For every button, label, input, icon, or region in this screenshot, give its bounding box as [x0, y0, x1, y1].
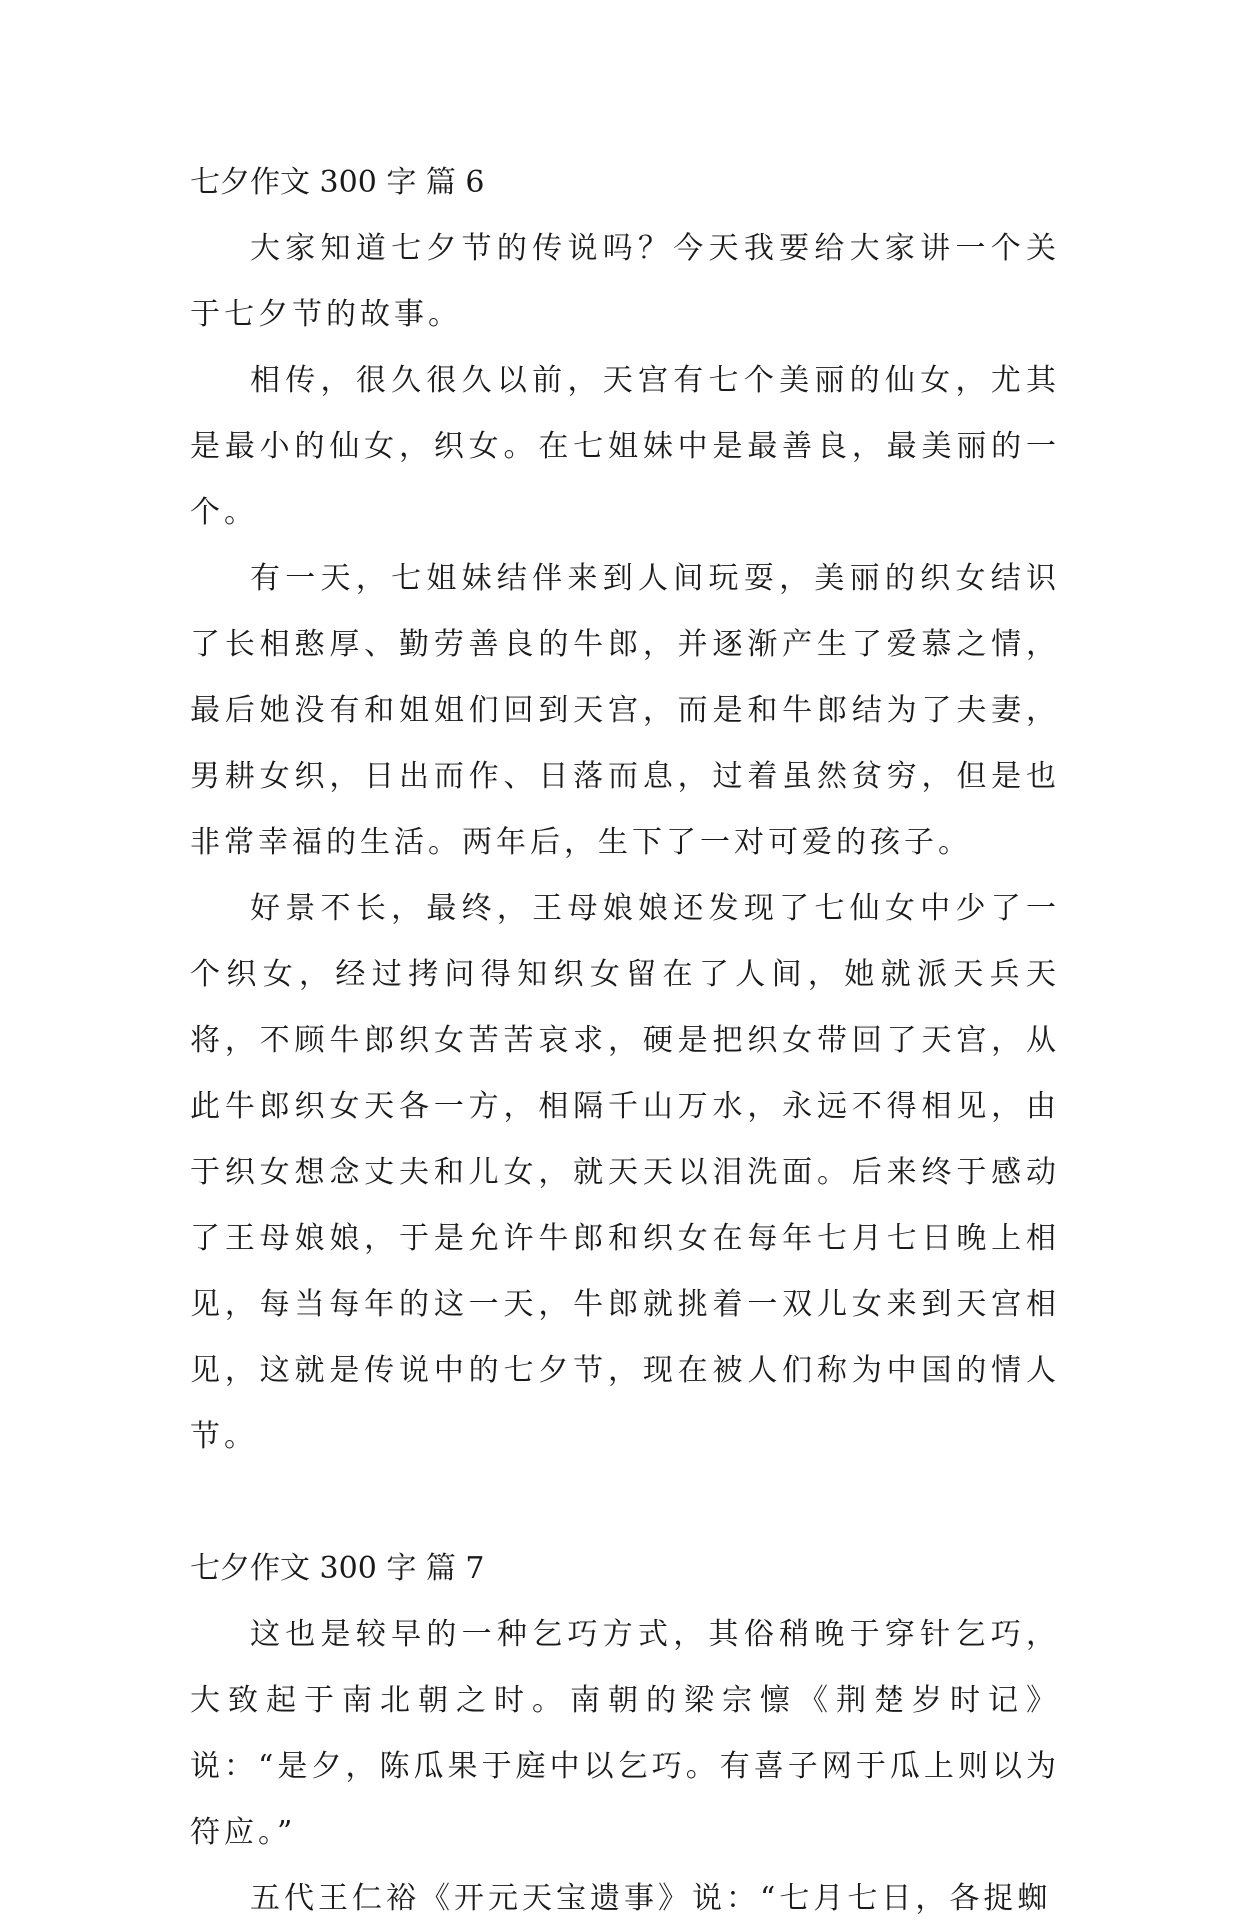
section-heading: 七夕作文 300 字 篇 6: [190, 165, 485, 200]
paragraph: 相传，很久很久以前，天宫有七个美丽的仙女，尤其是最小的仙女，织女。在七姐妹中是最善良，最美丽的一个。: [190, 363, 1060, 530]
paragraph: 有一天，七姐妹结伴来到人间玩耍，美丽的织女结识了长相憨厚、勤劳善良的牛郎，并逐渐产生了爱慕之情，最后她没有和姐姐们回到天宫，而是和牛郎结为了夫妻，男耕女织，日出而作、日落而息，过着虽然贫穷，但是也非常幸福的生活。两年后，生下了一对可爱的孩子。: [190, 561, 1060, 860]
section-essay-6: [190, 150, 1060, 1470]
paragraph: 这也是较早的一种乞巧方式，其俗稍晚于穿针乞巧，大致起于南北朝之时。南朝的梁宗懔《荆楚岁时记》说：“是夕，陈瓜果于庭中以乞巧。有喜子网于瓜上则以为符应。”: [190, 1617, 1060, 1850]
paragraph: 大家知道七夕节的传说吗？今天我要给大家讲一个关于七夕节的故事。: [190, 231, 1060, 332]
paragraph: 五代王仁裕《开元天宝遗事》说：“七月七日，各捉蜘: [250, 1881, 1052, 1916]
section-spacer: [190, 1470, 1060, 1536]
section-essay-7: [190, 1536, 1060, 1932]
paragraph: 好景不长，最终，王母娘娘还发现了七仙女中少了一个织女，经过拷问得知织女留在了人间，她就派天兵天将，不顾牛郎织女苦苦哀求，硬是把织女带回了天宫，从此牛郎织女天各一方，相隔千山万水，永远不得相见，由于织女想念丈夫和儿女，就天天以泪洗面。后来终于感动了王母娘娘，于是允许牛郎和织女在每年七月七日晚上相见，每当每年的这一天，牛郎就挑着一双儿女来到天宫相见，这就是传说中的七夕节，现在被人们称为中国的情人节。: [190, 891, 1060, 1454]
section-heading: 七夕作文 300 字 篇 7: [190, 1551, 485, 1586]
document-body: [190, 150, 1060, 1932]
